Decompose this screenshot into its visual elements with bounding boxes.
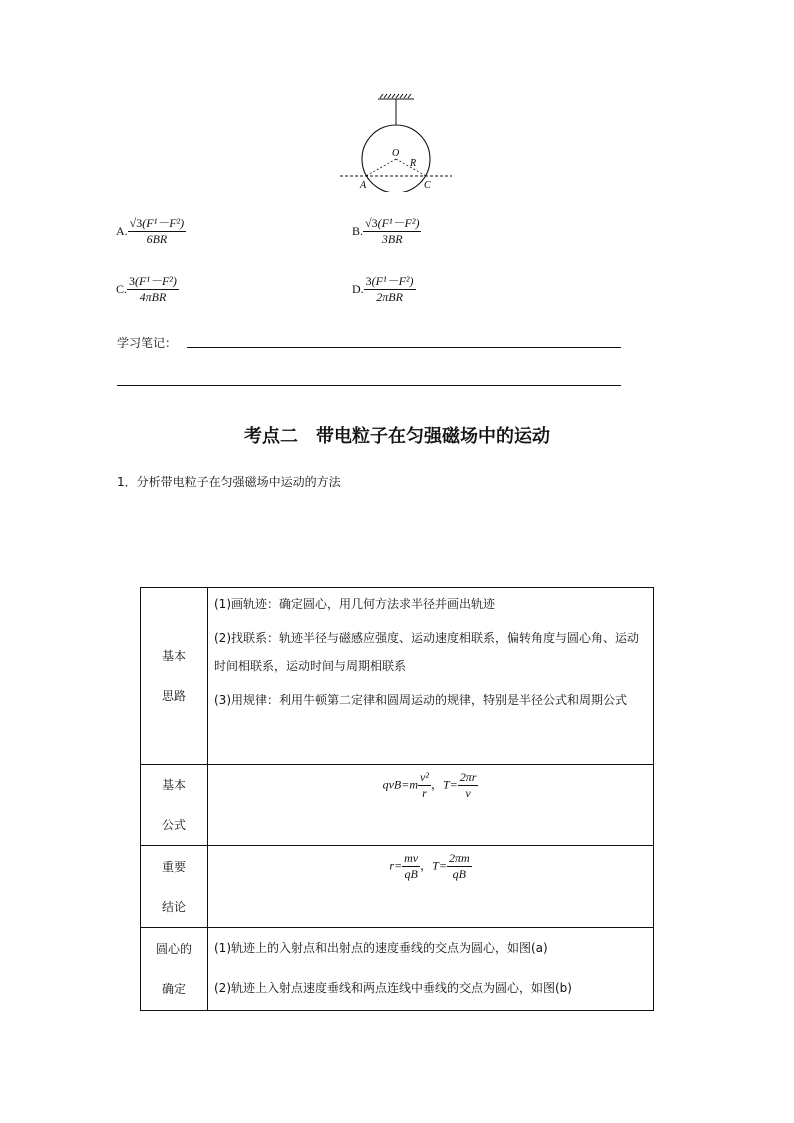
label-o: O (392, 148, 400, 159)
table-row (141, 588, 654, 765)
basic-formula: qvB=m $\frac{\text{v²}}{r}$ ，T= $\frac{2\pi r}{v}$ (382, 770, 477, 800)
table-row (141, 846, 654, 928)
method-table (140, 587, 654, 1011)
notes-line-1[interactable] (187, 347, 621, 348)
ring-figure (340, 92, 460, 192)
option-a-fraction: $\frac{\text{√3(F¹－F²)}}{6BR}$ (129, 216, 185, 246)
label-a: A (360, 180, 367, 191)
option-c[interactable]: C. $\frac{\text{3(F¹－F²)}}{\text{4πBR}}$ (116, 274, 177, 304)
option-b[interactable]: B. $\frac{\text{√3(F¹－F²)}}{3BR}$ (352, 216, 420, 246)
option-d[interactable]: D. $\frac{\text{3(F¹－F²)}}{\text{2πBR}}$ (352, 274, 414, 304)
row-head-key-conclusion: 重要 结论 (141, 846, 208, 928)
conclusion-formula: r= $\frac{mv}{qB}$ ，T= $\frac{2\pi m}{qB}$ (389, 851, 470, 881)
row-body-key-conclusion (208, 846, 654, 928)
radius-oa (366, 159, 396, 176)
row-head-basic-approach: 基本 思路 (141, 588, 208, 765)
notes-line-2[interactable] (117, 385, 621, 386)
approach-step-1: (1)画轨迹：确定圆心，用几何方法求半径并画出轨迹 (214, 597, 496, 611)
notes-label: 学习笔记： (117, 336, 178, 350)
row-head-center-determination: 圆心的 确定 (141, 928, 208, 1011)
row-body-basic-formula (208, 765, 654, 846)
table-row (141, 765, 654, 846)
option-d-fraction: $\frac{\text{3(F¹－F²)}}{\text{2πBR}}$ (365, 274, 414, 304)
center-method-1: (1)轨迹上的入射点和出射点的速度垂线的交点为圆心，如图(a) (214, 941, 548, 955)
center-method-2: (2)轨迹上入射点速度垂线和两点连线中垂线的交点为圆心，如图(b) (214, 981, 572, 995)
row-body-basic-approach (208, 588, 654, 765)
approach-step-3: (3)用规律：利用牛顿第二定律和圆周运动的规律，特别是半径公式和周期公式 (214, 693, 628, 707)
option-c-fraction: $\frac{\text{3(F¹－F²)}}{\text{4πBR}}$ (129, 274, 177, 304)
label-c: C (424, 180, 431, 191)
row-body-center-determination (208, 928, 654, 1011)
section-title: 考点二 带电粒子在匀强磁场中的运动 (244, 426, 550, 447)
table-row (141, 928, 654, 1011)
ceiling-hatch (378, 94, 414, 99)
option-a[interactable]: A. $\frac{\text{√3(F¹－F²)}}{6BR}$ (116, 216, 185, 246)
option-b-fraction: $\frac{\text{√3(F¹－F²)}}{3BR}$ (365, 216, 420, 246)
approach-step-2: (2)找联系：轨迹半径与磁感应强度、运动速度相联系，偏转角度与圆心角、运动时间相联系，运动时间与周期相联系 (214, 631, 640, 673)
label-r: R (410, 158, 417, 169)
row-head-basic-formula: 基本 公式 (141, 765, 208, 846)
item-1-heading: 1．分析带电粒子在匀强磁场中运动的方法 (117, 475, 341, 489)
